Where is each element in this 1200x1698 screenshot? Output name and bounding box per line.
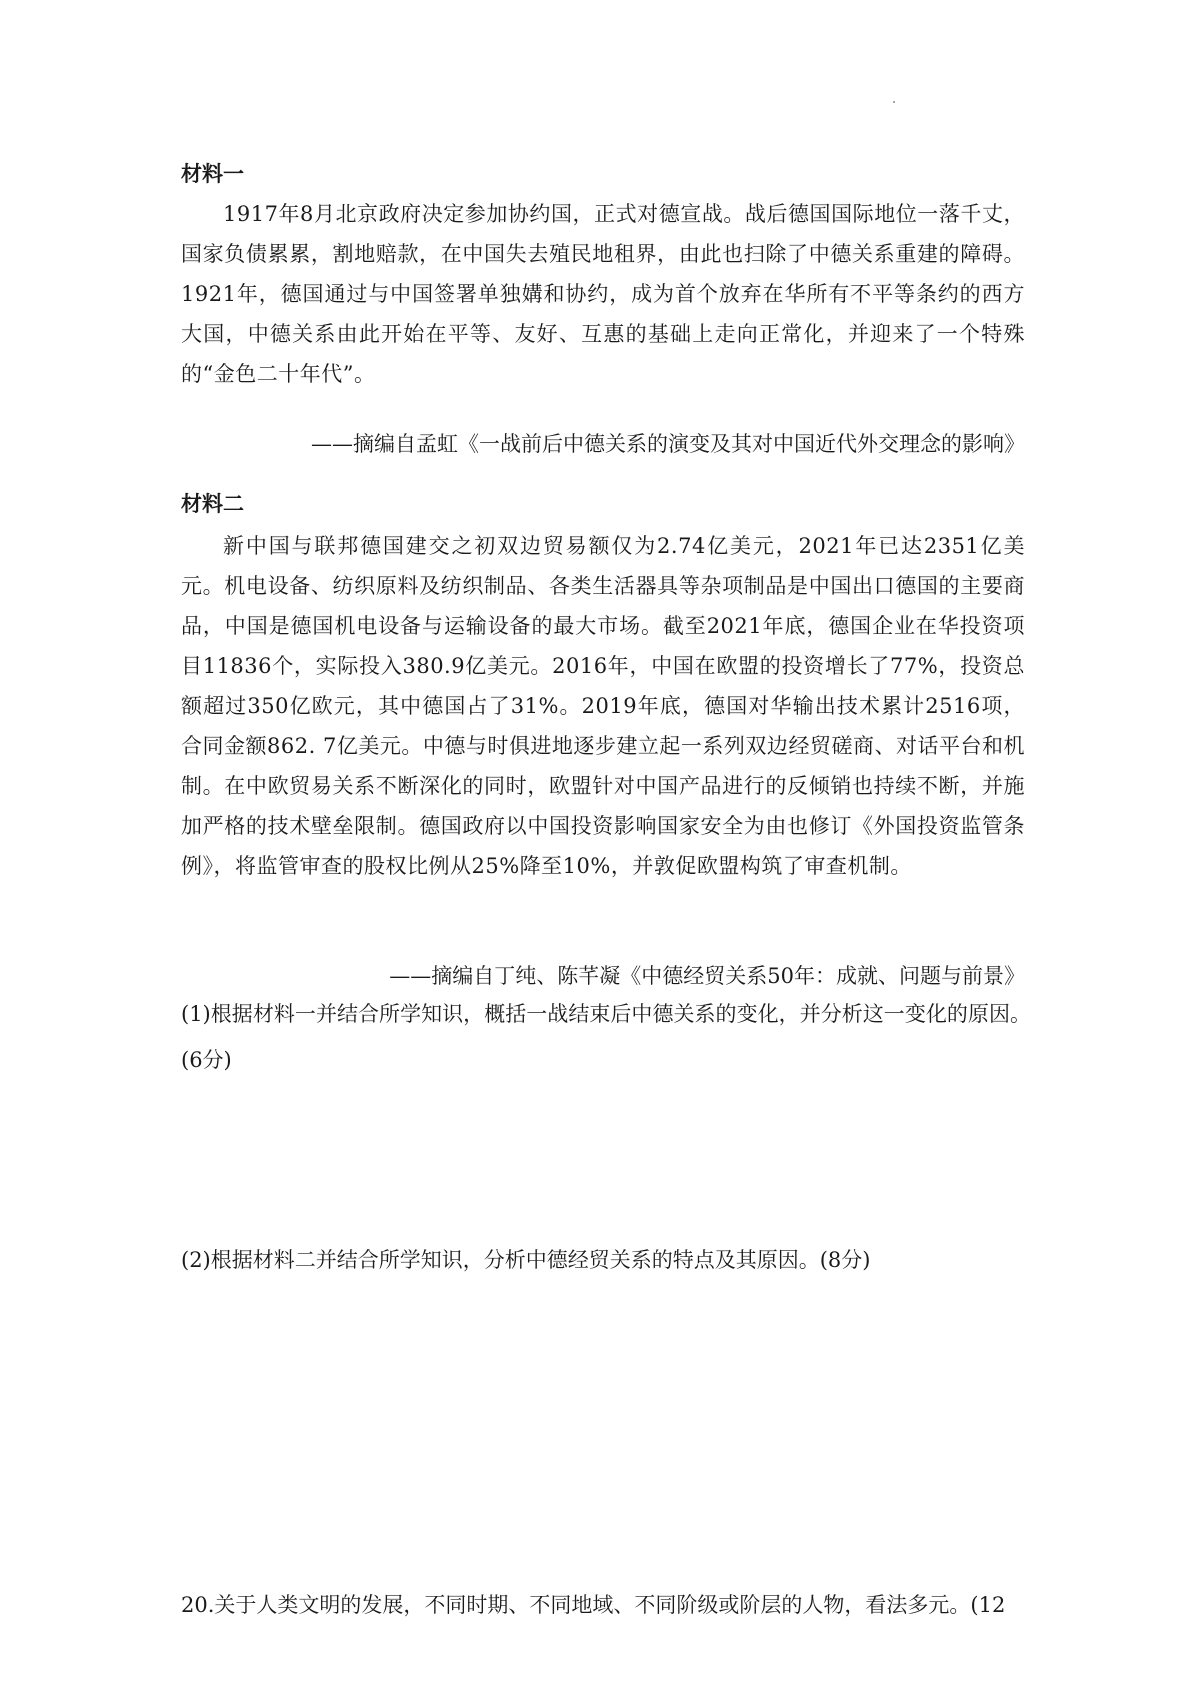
material-two-source: ——摘编自丁纯、陈芊凝《中德经贸关系50年：成就、问题与前景》 <box>389 964 1025 988</box>
material-two-heading: 材料二 <box>181 492 244 516</box>
question-twenty: 20.关于人类文明的发展，不同时期、不同地域、不同阶级或阶层的人物，看法多元。(12 <box>181 1593 1006 1617</box>
question-two: (2)根据材料二并结合所学知识，分析中德经贸关系的特点及其原因。(8分) <box>181 1248 871 1272</box>
material-one-heading: 材料一 <box>181 162 244 186</box>
material-one-text: 1917年8月北京政府决定参加协约国，正式对德宣战。战后德国国际地位一落千丈，国家负债累累，割地赔款，在中国失去殖民地租界，由此也扫除了中德关系重建的障碍。1921年，德国通过与中国签署单独媾和协约，成为首个放弃在华所有不平等条约的西方大国，中德关系由此开始在平等、友好、互惠的基础上走向正常化，并迎来了一个特殊的“金色二十年代”。 <box>181 202 1025 386</box>
scan-speck <box>893 101 895 103</box>
material-two-text: 新中国与联邦德国建交之初双边贸易额仅为2.74亿美元，2021年已达2351亿美元。机电设备、纺织原料及纺织制品、各类生活器具等杂项制品是中国出口德国的主要商品，中国是德国机电设备与运输设备的最大市场。截至2021年底，德国企业在华投资项目11836个，实际投入380.9亿美元。2016年，中国在欧盟的投资增长了77%，投资总额超过350亿欧元，其中德国占了31%。2019年底，德国对华输出技术累计2516项，合同金额862. 7亿美元。中德与时俱进地逐步建立起一系列双边经贸磋商、对话平台和机制。在中欧贸易关系不断深化的同时，欧盟针对中国产品进行的反倾销也持续不断，并施加严格的技术壁垒限制。德国政府以中国投资影响国家安全为由也修订《外国投资监管条例》，将监管审查的股权比例从25%降至10%，并敦促欧盟构筑了审查机制。 <box>181 534 1025 878</box>
material-one-source: ——摘编自孟虹《一战前后中德关系的演变及其对中国近代外交理念的影响》 <box>311 432 1025 456</box>
question-one: (1)根据材料一并结合所学知识，概括一战结束后中德关系的变化，并分析这一变化的原因。(6分) <box>181 1002 1031 1072</box>
